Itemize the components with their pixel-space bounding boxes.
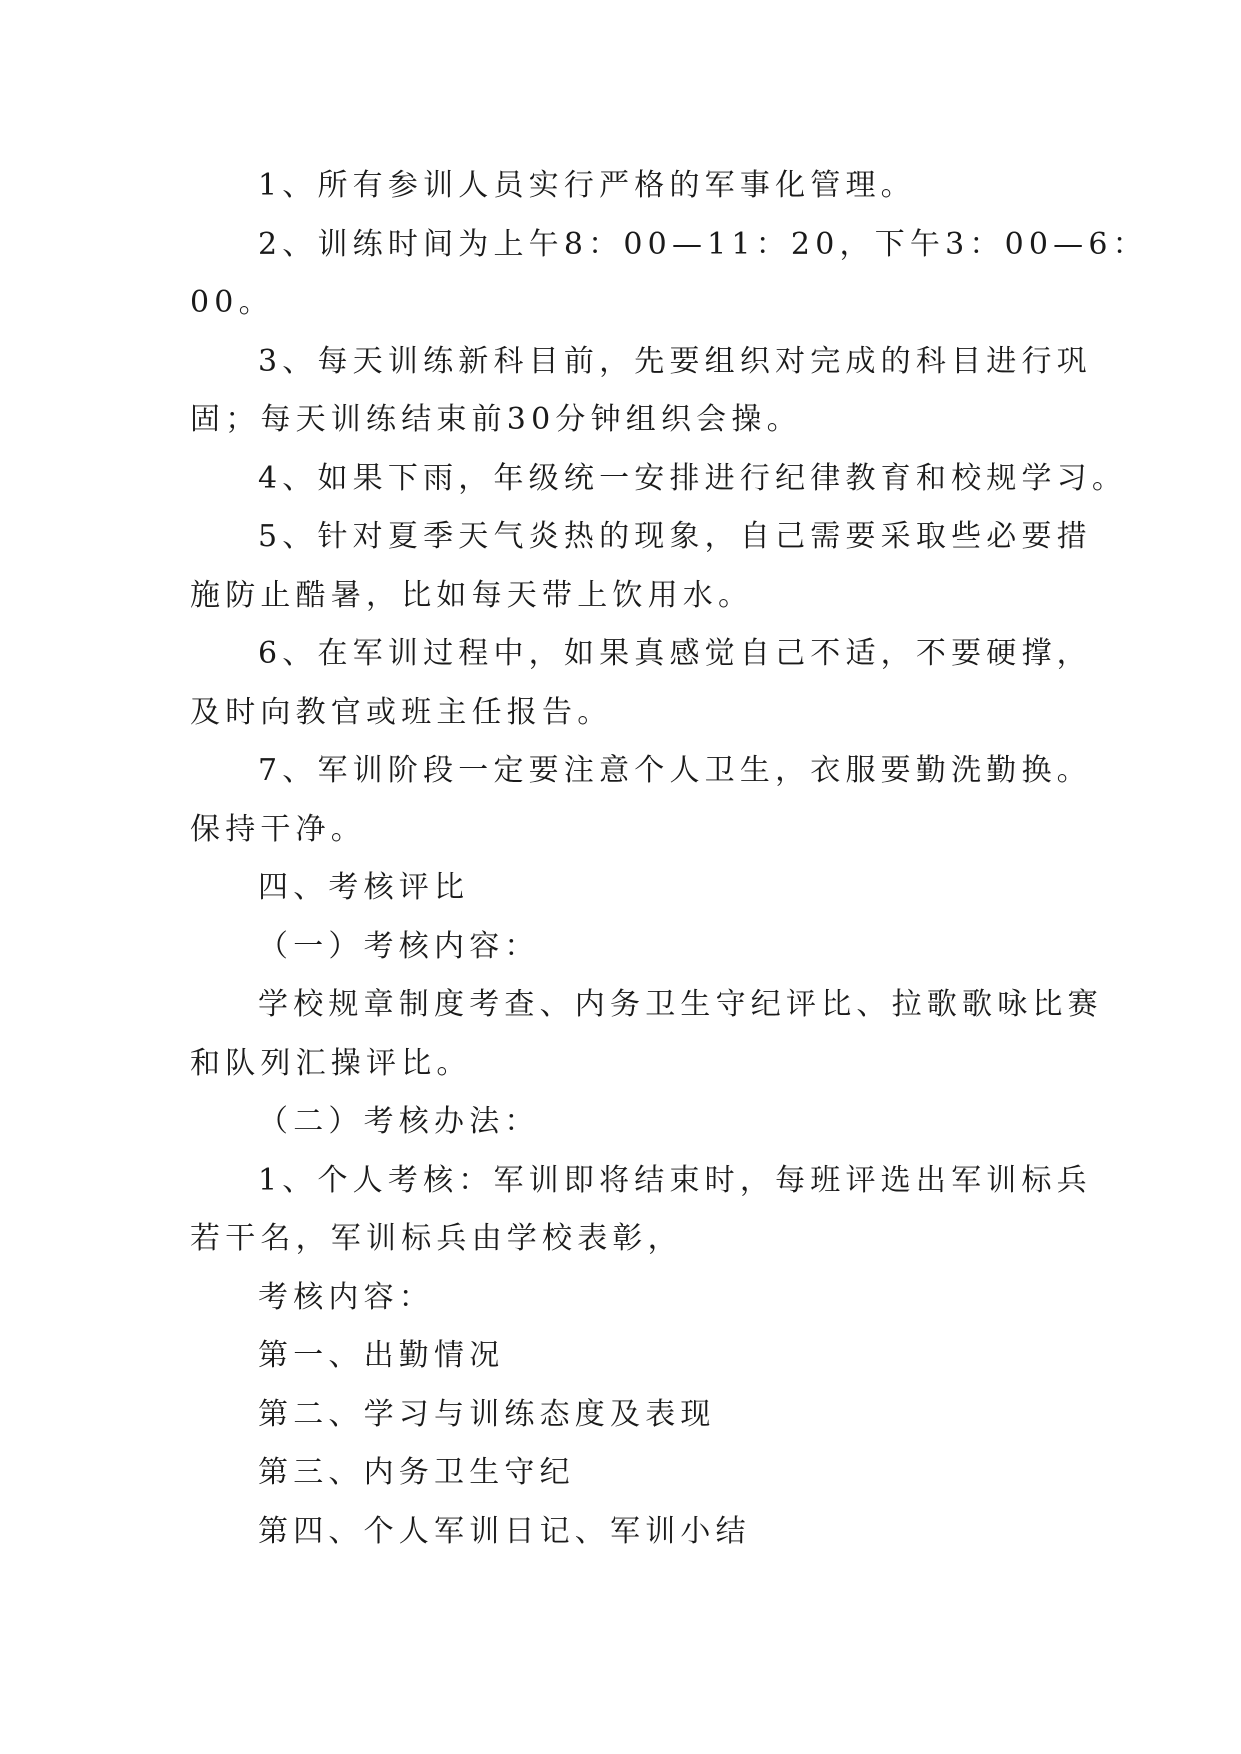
text-line: 3、每天训练新科目前，先要组织对完成的科目进行巩 bbox=[258, 343, 1092, 379]
text-line: 固；每天训练结束前30分钟组织会操。 bbox=[190, 402, 802, 437]
subsection-heading: （一）考核内容： bbox=[258, 928, 540, 964]
text-line: 1、个人考核：军训即将结束时，每班评选出军训标兵 bbox=[258, 1162, 1092, 1198]
text-line: 4、如果下雨，年级统一安排进行纪律教育和校规学习。 bbox=[258, 460, 1128, 496]
text-line: 6、在军训过程中，如果真感觉自己不适，不要硬撑， bbox=[258, 636, 1092, 671]
list-item: 第二、学习与训练态度及表现 bbox=[258, 1396, 716, 1432]
text-line: 若干名，军训标兵由学校表彰， bbox=[190, 1221, 683, 1256]
text-line: 5、针对夏季天气炎热的现象，自己需要采取些必要措 bbox=[258, 519, 1092, 554]
text-line: 保持干净。 bbox=[190, 811, 366, 847]
text-line: 考核内容： bbox=[258, 1279, 434, 1315]
list-item: 第一、出勤情况 bbox=[258, 1338, 505, 1373]
text-line: 00。 bbox=[190, 285, 274, 320]
section-heading: 四、考核评比 bbox=[258, 870, 470, 905]
text-line: 2、训练时间为上午8：00—11：20，下午3：00—6： bbox=[258, 226, 1148, 262]
text-line: 施防止酷暑，比如每天带上饮用水。 bbox=[190, 577, 754, 613]
document-body bbox=[190, 157, 1148, 1561]
list-item: 第四、个人军训日记、军训小结 bbox=[258, 1513, 751, 1549]
text-line: 学校规章制度考查、内务卫生守纪评比、拉歌歌咏比赛 bbox=[258, 987, 1103, 1022]
text-line: 和队列汇操评比。 bbox=[190, 1045, 472, 1081]
text-line: 7、军训阶段一定要注意个人卫生，衣服要勤洗勤换。 bbox=[258, 753, 1092, 788]
text-line: 1、所有参训人员实行严格的军事化管理。 bbox=[258, 168, 916, 203]
list-item: 第三、内务卫生守纪 bbox=[258, 1455, 575, 1490]
subsection-heading: （二）考核办法： bbox=[258, 1104, 540, 1139]
text-line: 及时向教官或班主任报告。 bbox=[190, 694, 613, 730]
